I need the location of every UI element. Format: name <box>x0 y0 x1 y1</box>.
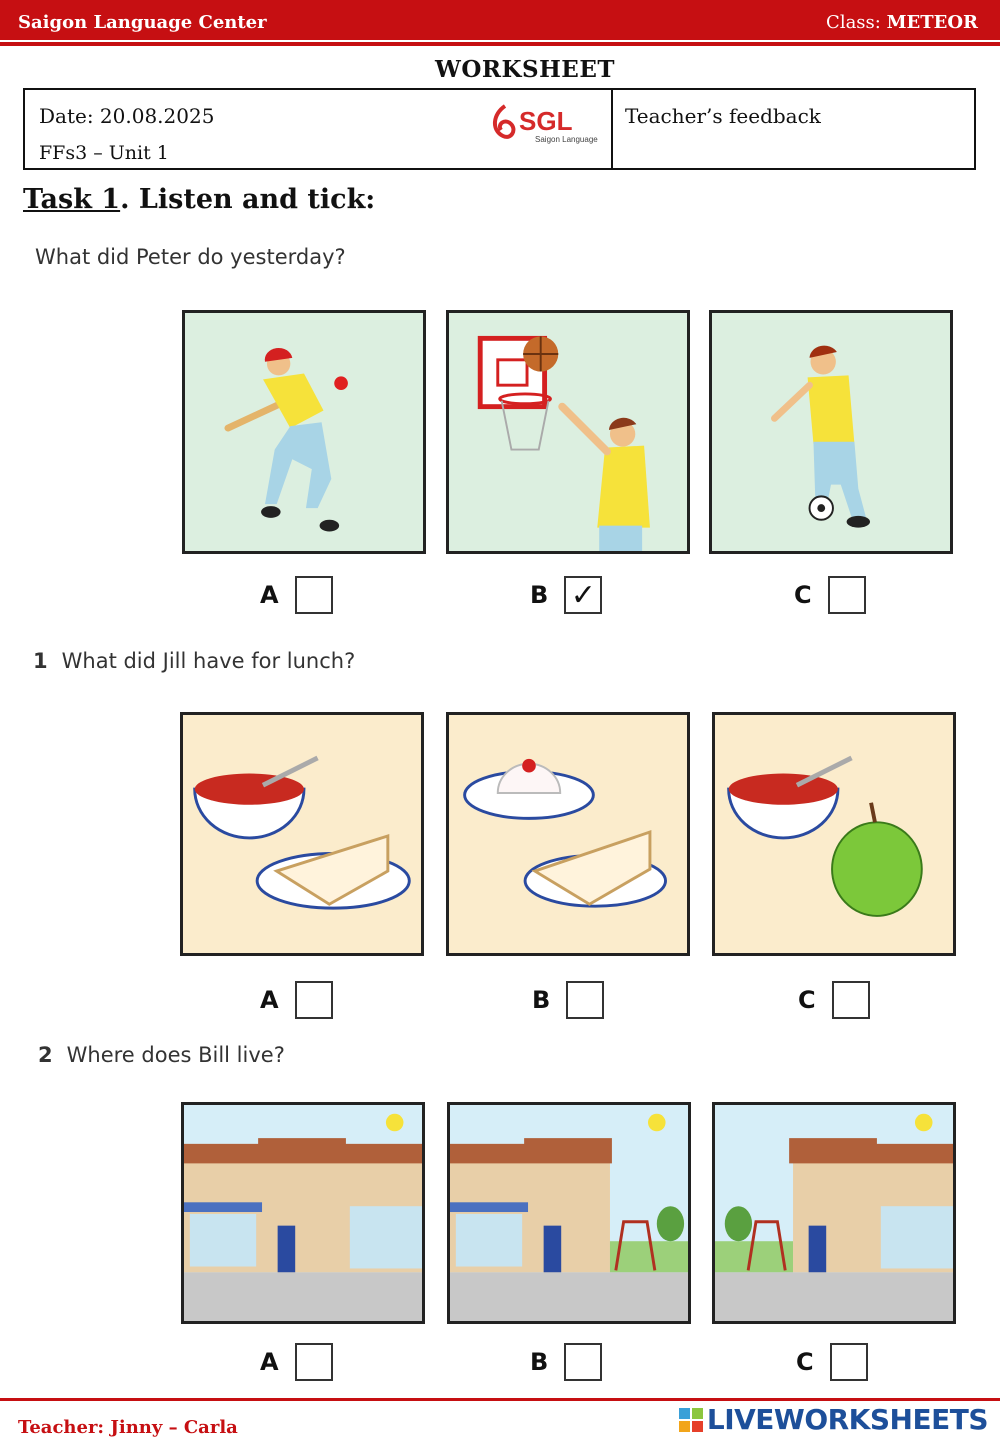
task-heading: Task 1. Listen and tick: <box>23 184 376 215</box>
question-1: 1 What did Jill have for lunch? <box>33 649 356 673</box>
option-1-b: B <box>532 981 604 1019</box>
option-1-c: C <box>798 981 870 1019</box>
liveworksheets-icon <box>679 1408 703 1432</box>
banner-divider <box>0 42 1000 46</box>
picture-football <box>709 310 953 554</box>
picture-baseball <box>182 310 426 554</box>
picture-shops-houses <box>181 1102 425 1324</box>
picture-basketball <box>446 310 690 554</box>
tick-box[interactable] <box>564 1343 602 1381</box>
option-2-b: B <box>530 1343 602 1381</box>
option-1-a: A <box>260 981 333 1019</box>
class-name: METEOR <box>886 12 978 33</box>
option-2-c: C <box>796 1343 868 1381</box>
picture-soup-apple <box>712 712 956 956</box>
svg-text:SGL: SGL <box>519 106 573 136</box>
picture-cake-sandwich <box>446 712 690 956</box>
svg-text:Saigon Language: Saigon Language <box>535 135 598 144</box>
picture-soup-sandwich <box>180 712 424 956</box>
tick-box[interactable] <box>832 981 870 1019</box>
picture-shop-house-playground <box>447 1102 691 1324</box>
school-name: Saigon Language Center <box>18 12 267 33</box>
option-example-b: B ✓ <box>530 576 602 614</box>
tick-box[interactable] <box>830 1343 868 1381</box>
option-2-a: A <box>260 1343 333 1381</box>
date-text: Date: 20.08.2025 <box>39 104 215 128</box>
teacher-names: Teacher: Jinny – Carla <box>18 1417 238 1438</box>
info-divider <box>611 90 613 168</box>
tick-box[interactable] <box>295 1343 333 1381</box>
question-example: What did Peter do yesterday? <box>35 245 346 269</box>
worksheet-title: WORKSHEET <box>435 56 615 83</box>
class-info: Class: METEOR <box>826 12 978 33</box>
option-example-c: C <box>794 576 866 614</box>
teacher-feedback-label: Teacher’s feedback <box>625 104 821 128</box>
top-banner <box>0 0 1000 40</box>
sgl-logo <box>491 100 601 146</box>
picture-playground-house-shop <box>712 1102 956 1324</box>
option-example-a: A <box>260 576 333 614</box>
unit-text: FFs3 – Unit 1 <box>39 142 169 164</box>
tick-box-checked[interactable]: ✓ <box>564 576 602 614</box>
tick-box[interactable] <box>295 981 333 1019</box>
tick-box[interactable] <box>295 576 333 614</box>
info-box <box>23 88 976 170</box>
footer-divider <box>0 1398 1000 1401</box>
tick-box[interactable] <box>566 981 604 1019</box>
question-2: 2 Where does Bill live? <box>38 1043 285 1067</box>
tick-box[interactable] <box>828 576 866 614</box>
liveworksheets-logo: LIVEWORKSHEETS <box>679 1403 988 1436</box>
